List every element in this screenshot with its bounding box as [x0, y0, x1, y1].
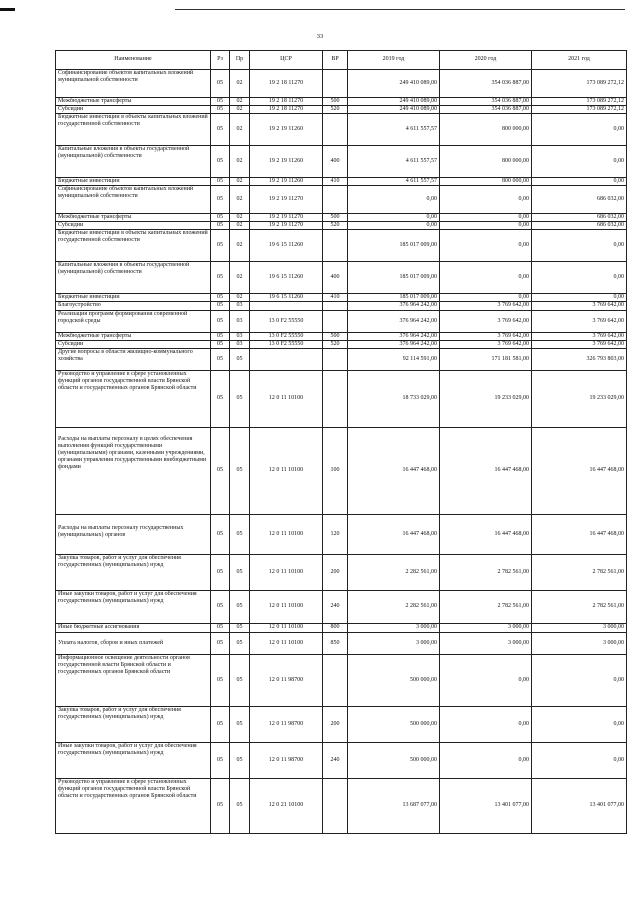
cell-2021: 0,00 — [532, 654, 627, 706]
table-row — [56, 262, 627, 294]
cell-csr: 19 6 15 11260 — [250, 294, 323, 302]
cell-pr: 02 — [230, 98, 250, 106]
table-row — [56, 348, 627, 370]
budget-table — [55, 50, 627, 834]
cell-name: Субсидии — [56, 106, 211, 114]
cell-pr: 05 — [230, 590, 250, 623]
cell-2021: 173 089 272,12 — [532, 106, 627, 114]
table-header-row — [56, 51, 627, 70]
table-row — [56, 706, 627, 742]
cell-csr: 19 2 18 11270 — [250, 70, 323, 98]
cell-2019: 249 410 089,00 — [348, 70, 440, 98]
cell-name: Закупка товаров, работ и услуг для обеспечения государственных (муниципальных) нужд — [56, 706, 211, 742]
cell-2019: 0,00 — [348, 214, 440, 222]
table-row — [56, 654, 627, 706]
cell-rz: 05 — [211, 340, 230, 348]
cell-2020: 0,00 — [440, 186, 532, 214]
cell-name: Бюджетные инвестиции в объекты капитальных вложений государственной собственности — [56, 114, 211, 146]
cell-name: Иные закупки товаров, работ и услуг для обеспечения государственных (муниципальных) нужд — [56, 742, 211, 778]
cell-vr: 500 — [323, 214, 348, 222]
cell-2020: 16 447 468,00 — [440, 514, 532, 554]
cell-2020: 800 000,00 — [440, 178, 532, 186]
cell-2019: 376 964 242,00 — [348, 340, 440, 348]
cell-2021: 0,00 — [532, 230, 627, 262]
cell-name: Межбюджетные трансферты — [56, 98, 211, 106]
cell-vr: 500 — [323, 98, 348, 106]
cell-rz: 05 — [211, 230, 230, 262]
cell-csr: 13 0 F2 55550 — [250, 340, 323, 348]
cell-vr: 400 — [323, 262, 348, 294]
cell-csr — [250, 302, 323, 310]
cell-vr — [323, 70, 348, 98]
cell-pr: 05 — [230, 370, 250, 427]
col-header-rz: Рз — [211, 51, 230, 70]
cell-2019: 376 964 242,00 — [348, 302, 440, 310]
cell-vr — [323, 370, 348, 427]
cell-2021: 3 769 642,00 — [532, 302, 627, 310]
cell-csr: 12 0 11 98700 — [250, 706, 323, 742]
cell-csr — [250, 348, 323, 370]
table-row — [56, 114, 627, 146]
cell-2020: 2 782 561,00 — [440, 590, 532, 623]
cell-csr: 12 0 11 98700 — [250, 742, 323, 778]
cell-vr: 500 — [323, 332, 348, 340]
cell-2020: 13 401 077,00 — [440, 778, 532, 833]
cell-2020: 3 769 642,00 — [440, 340, 532, 348]
table-row — [56, 632, 627, 654]
cell-2021: 0,00 — [532, 294, 627, 302]
cell-2021: 16 447 468,00 — [532, 514, 627, 554]
cell-2020: 0,00 — [440, 222, 532, 230]
cell-2020: 3 769 642,00 — [440, 310, 532, 332]
col-header-pr: Пр — [230, 51, 250, 70]
cell-2020: 354 036 887,00 — [440, 70, 532, 98]
cell-vr: 240 — [323, 742, 348, 778]
col-header-2021: 2021 год — [532, 51, 627, 70]
cell-rz: 05 — [211, 178, 230, 186]
cell-pr: 05 — [230, 554, 250, 590]
table-row — [56, 294, 627, 302]
cell-name: Руководство и управление в сфере установленных функций органов государственной власти Брянской области и государственных органов Брянской области — [56, 778, 211, 833]
cell-vr: 100 — [323, 427, 348, 514]
cell-2020: 0,00 — [440, 214, 532, 222]
cell-rz: 05 — [211, 98, 230, 106]
cell-name: Руководство и управление в сфере установленных функций органов государственной власти Брянской области и государственных органов Брянской области — [56, 370, 211, 427]
cell-2019: 16 447 468,00 — [348, 514, 440, 554]
cell-2019: 249 410 089,00 — [348, 106, 440, 114]
cell-2021: 686 032,00 — [532, 186, 627, 214]
cell-rz: 05 — [211, 146, 230, 178]
cell-2019: 4 611 557,57 — [348, 146, 440, 178]
table-row — [56, 554, 627, 590]
cell-2020: 0,00 — [440, 262, 532, 294]
table-row — [56, 106, 627, 114]
cell-2021: 3 000,00 — [532, 623, 627, 632]
cell-name: Иные закупки товаров, работ и услуг для обеспечения государственных (муниципальных) нужд — [56, 590, 211, 623]
cell-2021: 2 782 561,00 — [532, 554, 627, 590]
cell-rz: 05 — [211, 106, 230, 114]
cell-pr: 05 — [230, 427, 250, 514]
cell-2021: 3 769 642,00 — [532, 332, 627, 340]
cell-csr: 19 6 15 11260 — [250, 230, 323, 262]
cell-name: Капитальные вложения в объекты государственной (муниципальной) собственности — [56, 146, 211, 178]
cell-name: Софинансирование объектов капитальных вложений муниципальной собственности — [56, 70, 211, 98]
corner-mark — [0, 8, 15, 11]
table-row — [56, 222, 627, 230]
cell-vr: 200 — [323, 706, 348, 742]
cell-pr: 02 — [230, 114, 250, 146]
cell-pr: 02 — [230, 146, 250, 178]
cell-vr — [323, 778, 348, 833]
table-row — [56, 186, 627, 214]
table-row — [56, 427, 627, 514]
table-row — [56, 332, 627, 340]
cell-pr: 02 — [230, 262, 250, 294]
cell-vr: 850 — [323, 632, 348, 654]
cell-csr: 19 2 19 11260 — [250, 114, 323, 146]
cell-vr: 410 — [323, 178, 348, 186]
cell-name: Межбюджетные трансферты — [56, 332, 211, 340]
cell-2019: 2 282 561,00 — [348, 590, 440, 623]
cell-2021: 326 793 803,00 — [532, 348, 627, 370]
col-header-name: Наименование — [56, 51, 211, 70]
cell-2021: 13 401 077,00 — [532, 778, 627, 833]
cell-vr: 520 — [323, 106, 348, 114]
cell-vr: 240 — [323, 590, 348, 623]
cell-name: Закупка товаров, работ и услуг для обеспечения государственных (муниципальных) нужд — [56, 554, 211, 590]
cell-csr: 19 2 19 11270 — [250, 214, 323, 222]
cell-2019: 13 687 077,00 — [348, 778, 440, 833]
cell-vr — [323, 302, 348, 310]
cell-pr: 03 — [230, 310, 250, 332]
cell-2020: 354 036 887,00 — [440, 98, 532, 106]
table-row — [56, 214, 627, 222]
cell-2019: 249 410 089,00 — [348, 98, 440, 106]
cell-pr: 02 — [230, 106, 250, 114]
cell-csr: 12 0 11 98700 — [250, 654, 323, 706]
top-rule — [175, 9, 625, 10]
cell-csr: 12 0 11 10100 — [250, 623, 323, 632]
cell-pr: 02 — [230, 294, 250, 302]
cell-2021: 3 769 642,00 — [532, 310, 627, 332]
cell-rz: 05 — [211, 742, 230, 778]
cell-2021: 0,00 — [532, 178, 627, 186]
cell-vr — [323, 230, 348, 262]
cell-vr — [323, 310, 348, 332]
cell-rz: 05 — [211, 623, 230, 632]
table-row — [56, 742, 627, 778]
cell-csr: 12 0 11 10100 — [250, 514, 323, 554]
col-header-2020: 2020 год — [440, 51, 532, 70]
cell-2019: 0,00 — [348, 222, 440, 230]
cell-rz: 05 — [211, 632, 230, 654]
col-header-vr: ВР — [323, 51, 348, 70]
cell-rz: 05 — [211, 370, 230, 427]
cell-name: Бюджетные инвестиции — [56, 178, 211, 186]
cell-pr: 02 — [230, 186, 250, 214]
table-row — [56, 340, 627, 348]
table-row — [56, 302, 627, 310]
cell-csr: 13 0 F2 55550 — [250, 310, 323, 332]
page-number: 33 — [316, 33, 324, 40]
cell-2021: 19 233 029,00 — [532, 370, 627, 427]
cell-pr: 05 — [230, 348, 250, 370]
cell-pr: 02 — [230, 222, 250, 230]
col-header-csr: ЦСР — [250, 51, 323, 70]
cell-name: Межбюджетные трансферты — [56, 214, 211, 222]
cell-2019: 18 733 029,00 — [348, 370, 440, 427]
cell-pr: 05 — [230, 742, 250, 778]
cell-2021: 173 089 272,12 — [532, 98, 627, 106]
cell-vr: 410 — [323, 294, 348, 302]
cell-vr: 120 — [323, 514, 348, 554]
cell-pr: 02 — [230, 214, 250, 222]
cell-2021: 3 000,00 — [532, 632, 627, 654]
cell-2021: 0,00 — [532, 262, 627, 294]
cell-rz: 05 — [211, 554, 230, 590]
cell-pr: 05 — [230, 632, 250, 654]
cell-csr: 12 0 11 10100 — [250, 427, 323, 514]
cell-rz: 05 — [211, 294, 230, 302]
cell-2021: 686 032,00 — [532, 214, 627, 222]
cell-rz: 05 — [211, 348, 230, 370]
cell-2020: 2 782 561,00 — [440, 554, 532, 590]
cell-vr — [323, 186, 348, 214]
cell-pr: 05 — [230, 778, 250, 833]
cell-vr: 400 — [323, 146, 348, 178]
cell-vr — [323, 348, 348, 370]
cell-2021: 0,00 — [532, 146, 627, 178]
cell-name: Субсидии — [56, 222, 211, 230]
table-row — [56, 146, 627, 178]
cell-pr: 05 — [230, 514, 250, 554]
cell-2021: 686 032,00 — [532, 222, 627, 230]
cell-2020: 800 000,00 — [440, 114, 532, 146]
cell-2019: 376 964 242,00 — [348, 310, 440, 332]
cell-2019: 3 000,00 — [348, 632, 440, 654]
cell-2021: 3 769 642,00 — [532, 340, 627, 348]
cell-name: Реализация программ формирования современной городской среды — [56, 310, 211, 332]
cell-2019: 185 017 009,00 — [348, 262, 440, 294]
cell-rz: 05 — [211, 427, 230, 514]
cell-csr: 19 2 19 11270 — [250, 186, 323, 214]
cell-name: Другие вопросы в области жилищно-коммунального хозяйства — [56, 348, 211, 370]
cell-csr: 12 0 21 10100 — [250, 778, 323, 833]
cell-2021: 2 782 561,00 — [532, 590, 627, 623]
cell-vr: 520 — [323, 340, 348, 348]
cell-2019: 185 017 009,00 — [348, 230, 440, 262]
cell-csr: 19 2 19 11270 — [250, 222, 323, 230]
cell-2019: 92 114 591,00 — [348, 348, 440, 370]
cell-2020: 3 769 642,00 — [440, 332, 532, 340]
table-row — [56, 310, 627, 332]
cell-2020: 16 447 468,00 — [440, 427, 532, 514]
cell-2020: 0,00 — [440, 294, 532, 302]
cell-csr: 13 0 F2 55550 — [250, 332, 323, 340]
cell-csr: 12 0 11 10100 — [250, 554, 323, 590]
cell-2019: 500 000,00 — [348, 706, 440, 742]
cell-rz: 05 — [211, 514, 230, 554]
table-row — [56, 178, 627, 186]
cell-rz: 05 — [211, 310, 230, 332]
cell-2020: 3 000,00 — [440, 632, 532, 654]
cell-name: Бюджетные инвестиции в объекты капитальных вложений государственной собственности — [56, 230, 211, 262]
cell-vr: 200 — [323, 554, 348, 590]
table-row — [56, 778, 627, 833]
cell-name: Софинансирование объектов капитальных вложений муниципальной собственности — [56, 186, 211, 214]
cell-name: Капитальные вложения в объекты государственной (муниципальной) собственности — [56, 262, 211, 294]
cell-name: Благоустройство — [56, 302, 211, 310]
cell-csr: 19 2 18 11270 — [250, 106, 323, 114]
cell-csr: 12 0 11 10100 — [250, 632, 323, 654]
cell-pr: 05 — [230, 654, 250, 706]
cell-2020: 800 000,00 — [440, 146, 532, 178]
table-row — [56, 514, 627, 554]
cell-name: Расходы на выплаты персоналу в целях обеспечения выполнения функций государственными (муниципальными) органами, казенными учреждениями, органами управления государственными внебюджетными фондами — [56, 427, 211, 514]
cell-name: Расходы на выплаты персоналу государственных (муниципальных) органов — [56, 514, 211, 554]
table-row — [56, 590, 627, 623]
cell-csr: 19 2 18 11270 — [250, 98, 323, 106]
cell-2020: 354 036 887,00 — [440, 106, 532, 114]
cell-csr: 19 2 19 11260 — [250, 178, 323, 186]
cell-2021: 173 089 272,12 — [532, 70, 627, 98]
cell-2021: 0,00 — [532, 742, 627, 778]
cell-rz: 05 — [211, 262, 230, 294]
cell-2019: 0,00 — [348, 186, 440, 214]
cell-pr: 02 — [230, 178, 250, 186]
cell-2020: 0,00 — [440, 706, 532, 742]
cell-2019: 4 611 557,57 — [348, 114, 440, 146]
cell-rz: 05 — [211, 778, 230, 833]
table-row — [56, 230, 627, 262]
cell-2019: 500 000,00 — [348, 742, 440, 778]
cell-2021: 0,00 — [532, 706, 627, 742]
cell-2019: 3 000,00 — [348, 623, 440, 632]
table-row — [56, 370, 627, 427]
cell-2020: 3 000,00 — [440, 623, 532, 632]
cell-2019: 16 447 468,00 — [348, 427, 440, 514]
cell-csr: 19 2 19 11260 — [250, 146, 323, 178]
cell-name: Уплата налогов, сборов и иных платежей — [56, 632, 211, 654]
cell-name: Субсидии — [56, 340, 211, 348]
cell-vr — [323, 654, 348, 706]
cell-name: Информационное освещение деятельности органов государственной власти Брянской области и государственных органов Брянской области — [56, 654, 211, 706]
cell-pr: 05 — [230, 706, 250, 742]
cell-2019: 376 964 242,00 — [348, 332, 440, 340]
col-header-2019: 2019 год — [348, 51, 440, 70]
cell-rz: 05 — [211, 214, 230, 222]
cell-2020: 0,00 — [440, 742, 532, 778]
cell-2021: 0,00 — [532, 114, 627, 146]
cell-csr: 12 0 11 10100 — [250, 590, 323, 623]
cell-csr: 12 0 11 10100 — [250, 370, 323, 427]
cell-name: Бюджетные инвестиции — [56, 294, 211, 302]
cell-name: Иные бюджетные ассигнования — [56, 623, 211, 632]
table-row — [56, 623, 627, 632]
cell-rz: 05 — [211, 114, 230, 146]
cell-vr — [323, 114, 348, 146]
cell-2019: 4 611 557,57 — [348, 178, 440, 186]
cell-rz: 05 — [211, 332, 230, 340]
cell-2020: 3 769 642,00 — [440, 302, 532, 310]
cell-2020: 171 181 581,00 — [440, 348, 532, 370]
cell-csr: 19 6 15 11260 — [250, 262, 323, 294]
cell-2020: 0,00 — [440, 654, 532, 706]
cell-vr: 520 — [323, 222, 348, 230]
cell-2020: 0,00 — [440, 230, 532, 262]
cell-rz: 05 — [211, 706, 230, 742]
cell-rz: 05 — [211, 70, 230, 98]
cell-2021: 16 447 468,00 — [532, 427, 627, 514]
cell-pr: 03 — [230, 340, 250, 348]
cell-rz: 05 — [211, 186, 230, 214]
cell-pr: 03 — [230, 332, 250, 340]
cell-pr: 05 — [230, 623, 250, 632]
cell-pr: 02 — [230, 70, 250, 98]
cell-rz: 05 — [211, 654, 230, 706]
cell-2019: 2 282 561,00 — [348, 554, 440, 590]
cell-rz: 05 — [211, 302, 230, 310]
cell-pr: 02 — [230, 230, 250, 262]
cell-vr: 800 — [323, 623, 348, 632]
cell-2020: 19 233 029,00 — [440, 370, 532, 427]
cell-rz: 05 — [211, 222, 230, 230]
cell-2019: 500 000,00 — [348, 654, 440, 706]
table-row — [56, 98, 627, 106]
cell-rz: 05 — [211, 590, 230, 623]
cell-pr: 03 — [230, 302, 250, 310]
cell-2019: 185 017 009,00 — [348, 294, 440, 302]
table-row — [56, 70, 627, 98]
